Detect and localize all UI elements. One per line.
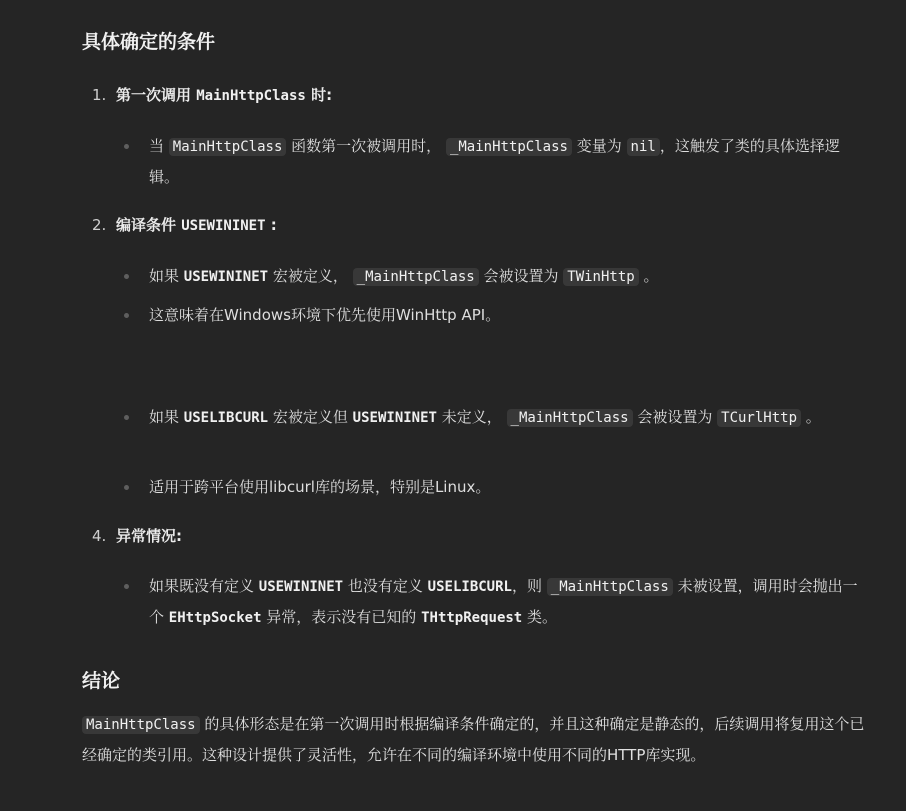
inline-code: USELIBCURL [183,410,269,426]
bullet-dot [124,274,129,279]
list-item-2 [92,214,277,237]
text: 。 [805,408,821,426]
inline-code: _MainHttpClass [547,578,673,596]
bullet-item [124,300,864,330]
inline-code: MainHttpClass [169,138,287,156]
item1-label-prefix: 第一次调用 [116,86,192,104]
inline-code: _MainHttpClass [446,138,572,156]
bullet-item [124,402,864,433]
item2-label-code: USEWININET [181,218,266,234]
list-number: 4. [92,527,107,545]
text: 。 [643,267,659,285]
item2-label-prefix: 编译条件 [116,216,177,234]
text: 适用于跨平台使用libcurl库的场景，特别是Linux。 [149,478,491,496]
text: 如果 [149,267,180,285]
text: 的具体形态是在第一次调用时根据编译条件确定的，并且这种确定是静态的，后续调用将复用这个已经确定的类引用。这种设计提供了灵活性，允许在不同的编译环境中使用不同的HTTP库实现。 [82,715,865,764]
bullet-item [124,571,864,633]
text: ，则 [511,577,542,595]
text: 会被设置为 [637,408,713,426]
text: 变量为 [576,137,622,155]
heading-conclusion: 结论 [82,670,121,692]
text: 异常，表示没有已知的 [266,608,417,626]
conclusion-paragraph [82,709,872,770]
inline-code: _MainHttpClass [353,268,479,286]
bullet-dot [124,485,129,490]
text: ，这触发了类的具体选择逻辑。 [149,137,840,186]
inline-code: USEWININET [183,269,269,285]
text: 未定义， [441,408,502,426]
bullet-item [124,472,864,502]
inline-code: USEWININET [258,579,344,595]
inline-code: TWinHttp [563,268,638,286]
inline-code: MainHttpClass [82,716,200,734]
text: 如果 [149,408,180,426]
inline-code: THttpRequest [421,610,523,626]
heading-conditions: 具体确定的条件 [82,31,216,53]
bullet-dot [124,313,129,318]
bullet-item [124,131,864,192]
list-number: 1. [92,86,107,104]
bullet-dot [124,144,129,149]
inline-code: EHttpSocket [168,610,262,626]
item2-label-suffix: : [270,216,277,234]
inline-code: USEWININET [352,410,437,426]
bullet-dot [124,584,129,589]
text: 当 [149,137,165,155]
list-item-4 [92,525,182,547]
text: 如果既没有定义 [149,577,255,595]
text: 也没有定义 [347,577,423,595]
text: 宏被定义但 [272,408,348,426]
text: 函数第一次被调用时， [291,137,442,155]
list-number: 2. [92,216,107,234]
text: 类。 [527,608,558,626]
item4-label: 异常情况: [116,527,182,545]
text: 这意味着在Windows环境下优先使用WinHttp API。 [149,306,501,324]
bullet-item [124,261,864,292]
text: 未被设置，调用时会抛出一个 [149,577,858,626]
text: 宏被定义， [272,267,348,285]
inline-code: USELIBCURL [427,579,512,595]
text: 会被设置为 [483,267,559,285]
item1-label-code: MainHttpClass [196,88,306,104]
inline-code: TCurlHttp [717,409,801,427]
inline-code: nil [627,138,660,156]
inline-code: _MainHttpClass [507,409,633,427]
item1-label-suffix: 时: [311,86,333,104]
bullet-dot [124,415,129,420]
list-item-1 [92,84,332,107]
